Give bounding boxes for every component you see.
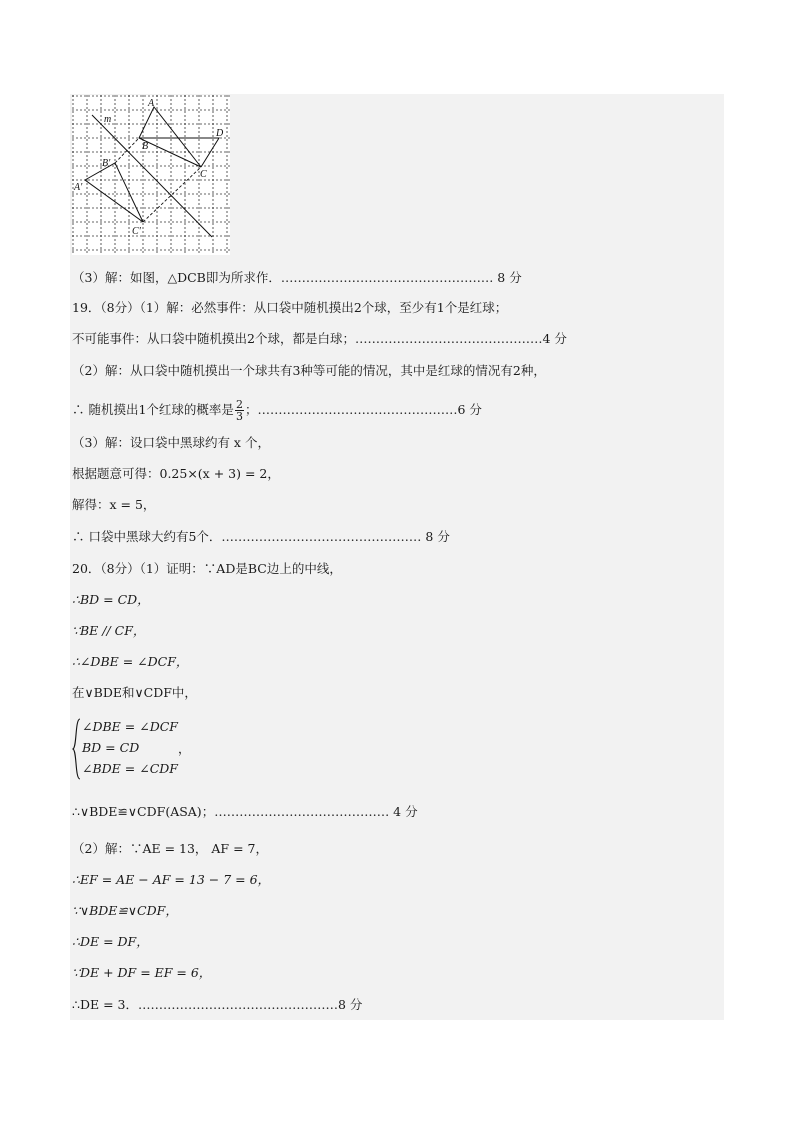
triangle-abc bbox=[139, 107, 201, 167]
proof-step-bd-cd: ∴BD = CD， bbox=[72, 592, 150, 607]
system-row-1: ∠DBE = ∠DCF bbox=[82, 719, 178, 734]
answer-19-3-solve: 解得：x = 5， bbox=[72, 497, 156, 512]
system-row-3: ∠BDE = ∠CDF bbox=[82, 761, 178, 776]
answer-18-3: （3）解：如图，△DCB即为所求作．…………………………………………… 8 分 bbox=[72, 270, 522, 285]
congruence-system bbox=[72, 718, 212, 780]
label-c-prime: C' bbox=[132, 226, 141, 237]
geometry-figure bbox=[72, 95, 230, 255]
answer-19-2-probability bbox=[72, 399, 482, 422]
solve-sum: ∵DE + DF = EF = 6， bbox=[72, 965, 212, 980]
solve-de-df: ∴DE = DF， bbox=[72, 934, 149, 949]
fraction-two-thirds bbox=[235, 399, 244, 422]
answer-19-1: 19．（8分）（1）解：必然事件：从口袋中随机摸出2个球，至少有1个是红球； bbox=[72, 300, 508, 315]
answer-19-3-equation: 根据题意可得：0.25×(x + 3) = 2， bbox=[72, 466, 280, 481]
label-m: m bbox=[104, 114, 112, 125]
proof-step-angle: ∴∠DBE = ∠DCF， bbox=[72, 654, 189, 669]
label-d: D bbox=[216, 128, 224, 139]
answer-19-2: （2）解：从口袋中随机摸出一个球共有3种等可能的情况，其中是红球的情况有2种， bbox=[72, 363, 546, 378]
label-b-prime: B' bbox=[102, 158, 111, 169]
solve-result: ∴DE = 3．…………………………………………8 分 bbox=[72, 997, 363, 1012]
fraction-numerator: 2 bbox=[235, 398, 243, 411]
answer-19-3: （3）解：设口袋中黑球约有 x 个， bbox=[72, 435, 270, 450]
probability-text: ∴ 随机摸出1个红球的概率是 bbox=[72, 402, 234, 417]
triangle-abc-reflected bbox=[85, 163, 143, 222]
answer-19-1-impossible: 不可能事件：从口袋中随机摸出2个球，都是白球；………………………………………4 分 bbox=[72, 331, 567, 346]
solve-ef: ∴EF = AE − AF = 13 − 7 = 6， bbox=[72, 872, 271, 887]
fraction-denominator: 3 bbox=[235, 410, 243, 423]
answer-20-2: （2）解：∵AE = 13， AF = 7， bbox=[72, 841, 268, 856]
probability-score: ；…………………………………………6 分 bbox=[244, 402, 482, 417]
proof-step-parallel: ∵BE // CF， bbox=[72, 623, 146, 638]
system-row-2: BD = CD bbox=[82, 740, 140, 755]
proof-conclusion-asa: ∴∨BDE≌∨CDF(ASA)；…………………………………… 4 分 bbox=[72, 804, 418, 819]
answer-19-3-conclusion: ∴ 口袋中黑球大约有5个．………………………………………… 8 分 bbox=[72, 529, 450, 544]
axis-line-m bbox=[92, 115, 212, 237]
label-c: C bbox=[200, 169, 207, 180]
answer-20-1: 20．（8分）（1）证明：∵AD是BC边上的中线， bbox=[72, 561, 342, 576]
left-brace bbox=[72, 718, 82, 780]
triangle-dcb bbox=[139, 138, 219, 167]
solve-congruent: ∵∨BDE≌∨CDF， bbox=[72, 903, 178, 918]
system-comma: ， bbox=[178, 741, 191, 756]
label-b: B bbox=[142, 141, 149, 152]
grid-figure-svg bbox=[72, 95, 230, 255]
label-a: A bbox=[148, 98, 155, 109]
label-a-prime: A' bbox=[74, 182, 83, 193]
proof-step-triangles: 在∨BDE和∨CDF中， bbox=[72, 685, 197, 700]
